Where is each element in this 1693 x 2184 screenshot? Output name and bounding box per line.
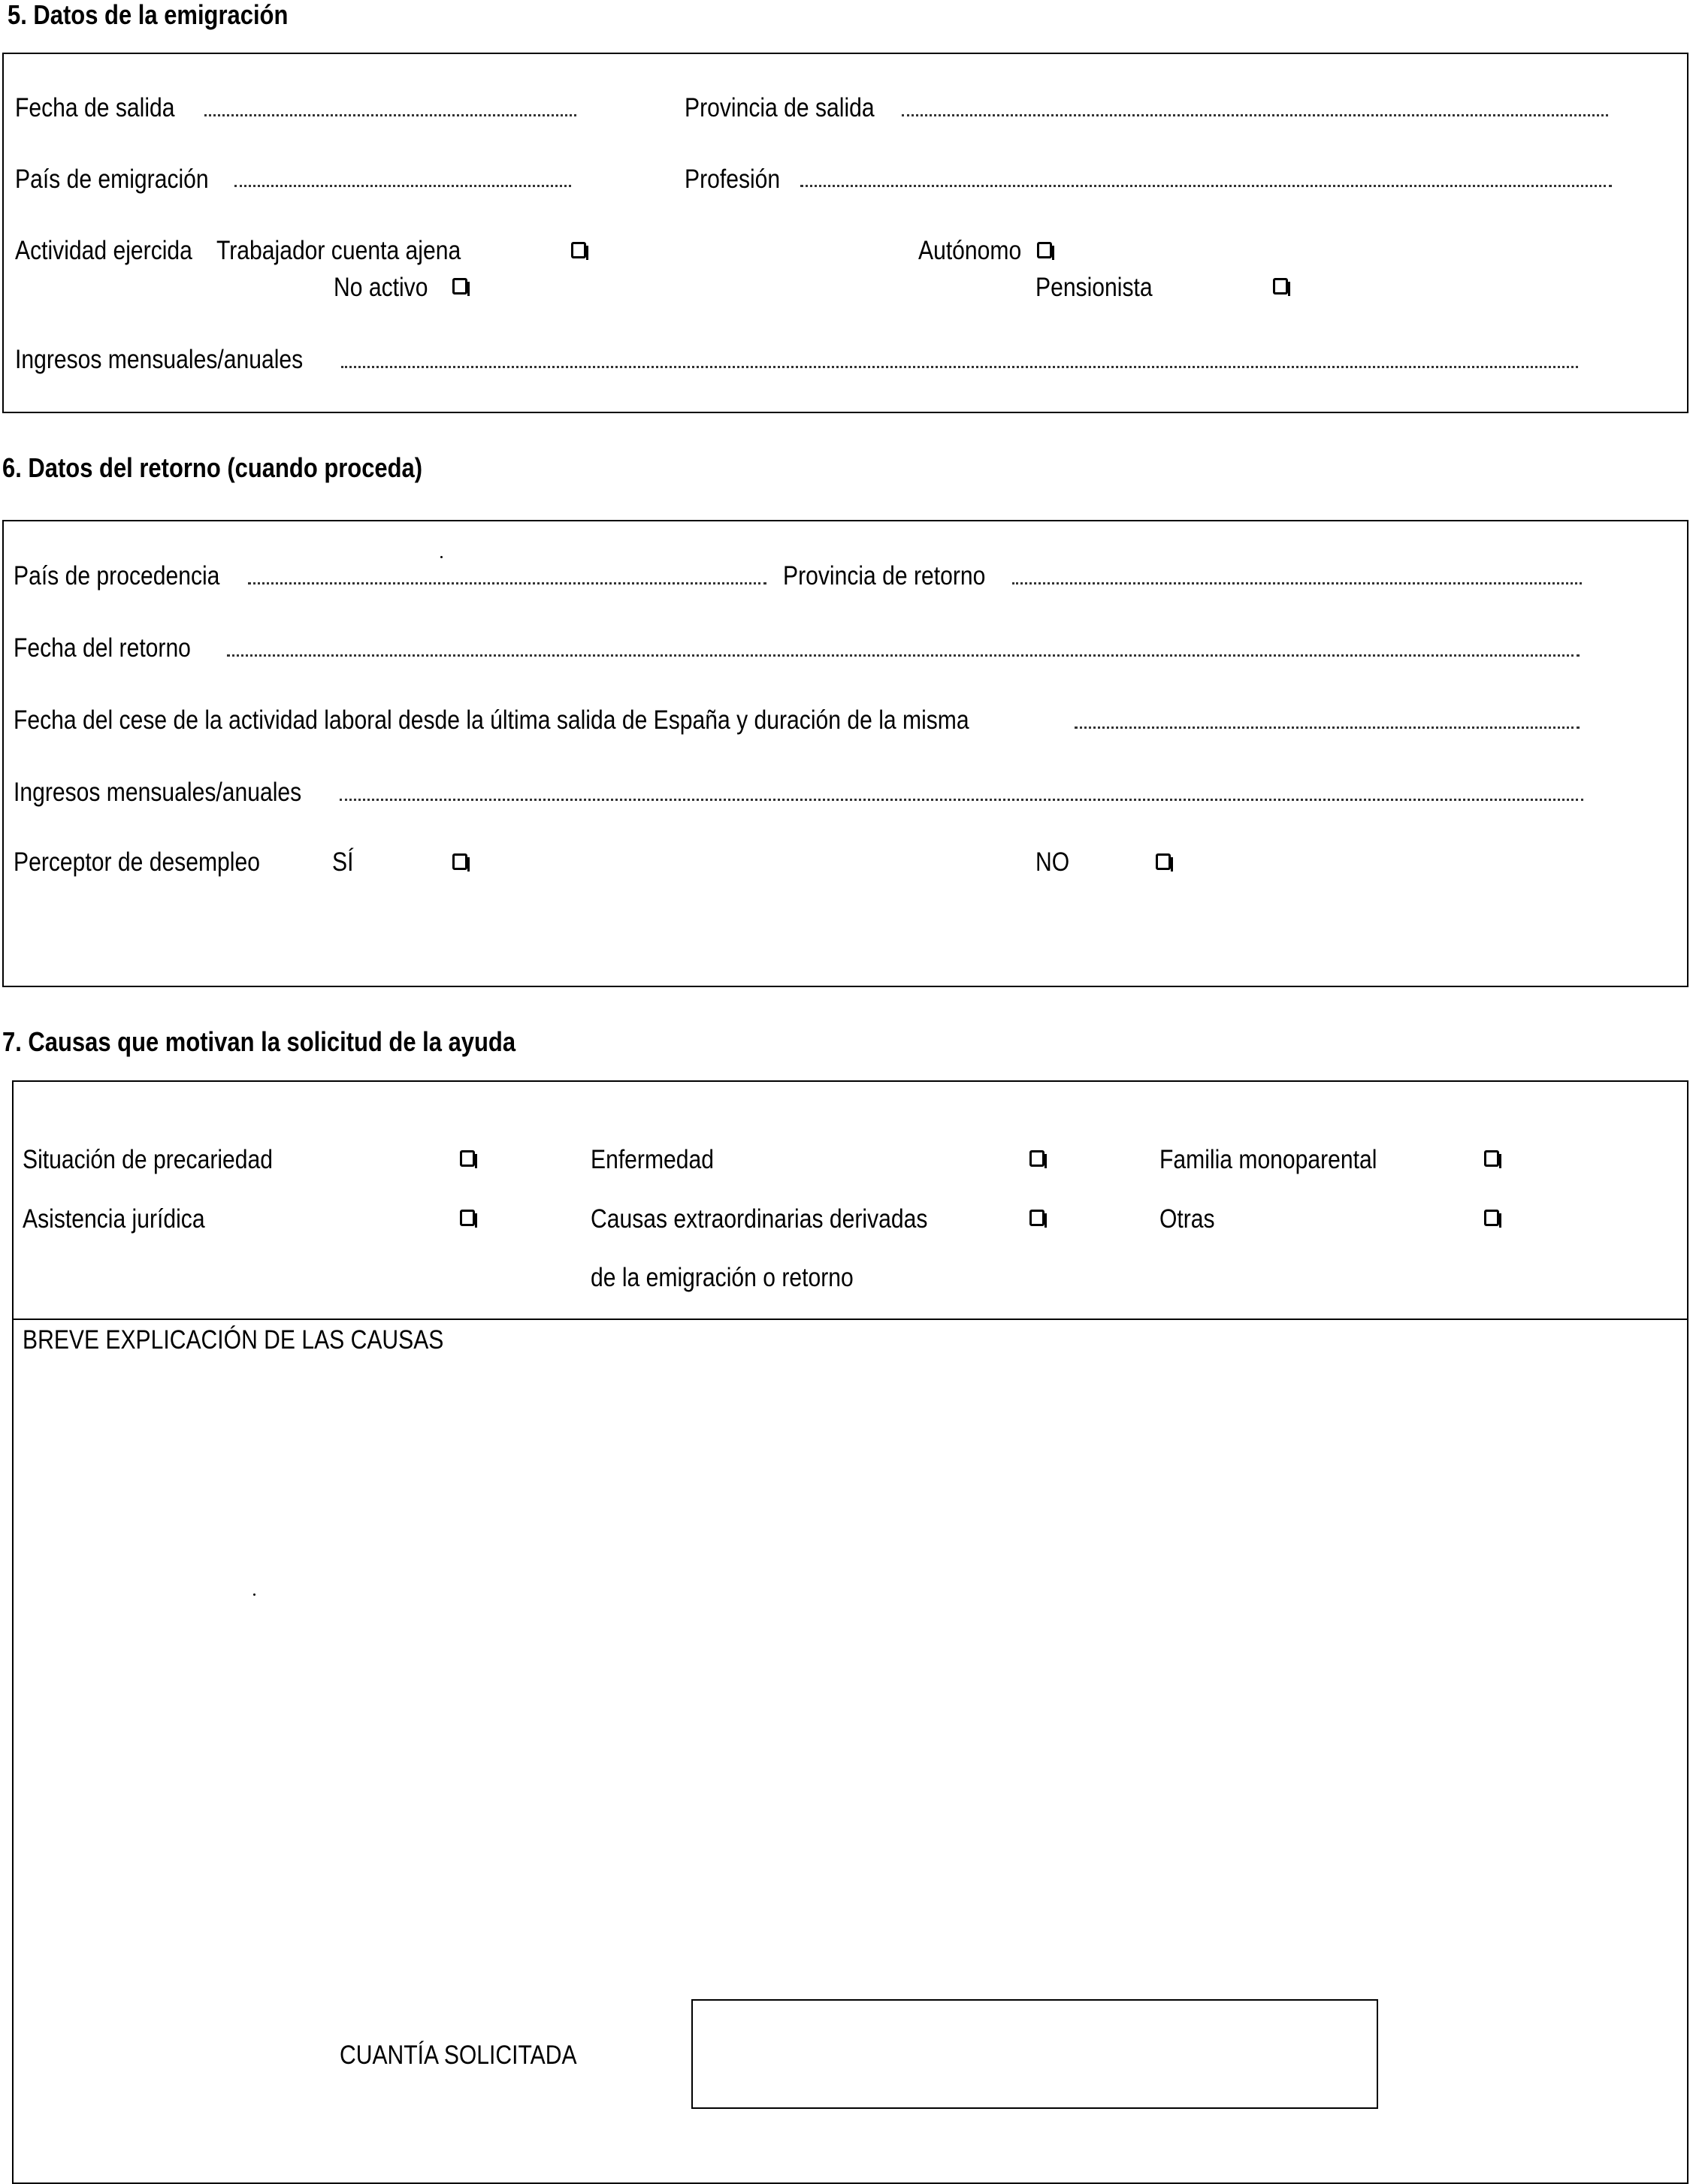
no-activo-checkbox[interactable]	[452, 278, 467, 295]
autonomo-checkbox[interactable]	[1037, 242, 1052, 258]
no-activo-label: No activo	[334, 273, 428, 302]
extraordinarias-label-line2: de la emigración o retorno	[591, 1263, 854, 1292]
pais-procedencia-label: País de procedencia	[14, 561, 220, 591]
si-checkbox[interactable]	[452, 853, 467, 870]
ingresos-emigracion-label: Ingresos mensuales/anuales	[15, 345, 304, 374]
fecha-retorno-field[interactable]	[227, 654, 1580, 657]
actividad-ejercida-label: Actividad ejercida	[15, 236, 192, 265]
precariedad-checkbox[interactable]	[460, 1150, 475, 1167]
autonomo-label: Autónomo	[918, 236, 1022, 265]
profesion-label: Profesión	[685, 165, 781, 194]
section-7-title: 7. Causas que motivan la solicitud de la ayuda	[2, 1026, 516, 1057]
cuantia-solicitada-label: CUANTÍA SOLICITADA	[340, 2041, 577, 2070]
precariedad-label: Situación de precariedad	[23, 1145, 274, 1174]
cuantia-solicitada-field[interactable]	[691, 1999, 1378, 2109]
section-6-title: 6. Datos del retorno (cuando proceda)	[2, 452, 423, 483]
otras-label: Otras	[1159, 1204, 1215, 1234]
trabajador-cuenta-ajena-checkbox[interactable]	[571, 242, 586, 258]
scan-speck	[253, 1593, 255, 1596]
no-checkbox[interactable]	[1156, 853, 1171, 870]
monoparental-label: Familia monoparental	[1159, 1145, 1377, 1174]
extraordinarias-checkbox[interactable]	[1029, 1210, 1045, 1226]
trabajador-cuenta-ajena-label: Trabajador cuenta ajena	[216, 236, 461, 265]
fecha-salida-label: Fecha de salida	[15, 93, 175, 122]
otras-checkbox[interactable]	[1484, 1210, 1499, 1226]
ingresos-retorno-label: Ingresos mensuales/anuales	[14, 778, 302, 807]
asistencia-label: Asistencia jurídica	[23, 1204, 205, 1234]
pais-emigracion-field[interactable]	[234, 185, 571, 187]
pensionista-label: Pensionista	[1035, 273, 1153, 302]
fecha-cese-label: Fecha del cese de la actividad laboral desde la última salida de España y duración de la misma	[14, 705, 969, 735]
perceptor-desempleo-label: Perceptor de desempleo	[14, 847, 260, 877]
fecha-cese-field[interactable]	[1075, 726, 1580, 729]
provincia-retorno-field[interactable]	[1012, 582, 1582, 585]
breve-explicacion-label: BREVE EXPLICACIÓN DE LAS CAUSAS	[23, 1325, 444, 1355]
pais-procedencia-field[interactable]	[248, 582, 766, 585]
monoparental-checkbox[interactable]	[1484, 1150, 1499, 1167]
provincia-salida-field[interactable]	[902, 114, 1608, 116]
pensionista-checkbox[interactable]	[1273, 278, 1288, 295]
enfermedad-label: Enfermedad	[591, 1145, 714, 1174]
section-7-divider	[12, 1319, 1688, 1320]
enfermedad-checkbox[interactable]	[1029, 1150, 1045, 1167]
no-label: NO	[1035, 847, 1070, 877]
asistencia-checkbox[interactable]	[460, 1210, 475, 1226]
scan-speck	[440, 556, 443, 558]
ingresos-emigracion-field[interactable]	[341, 366, 1578, 368]
si-label: SÍ	[332, 847, 354, 877]
pais-emigracion-label: País de emigración	[15, 165, 209, 194]
profesion-field[interactable]	[800, 185, 1612, 187]
section-5-title: 5. Datos de la emigración	[8, 0, 289, 30]
provincia-salida-label: Provincia de salida	[685, 93, 875, 122]
ingresos-retorno-field[interactable]	[340, 799, 1583, 801]
fecha-retorno-label: Fecha del retorno	[14, 633, 191, 663]
fecha-salida-field[interactable]	[204, 114, 576, 116]
breve-explicacion-area[interactable]	[23, 1360, 1676, 1976]
extraordinarias-label: Causas extraordinarias derivadas	[591, 1204, 928, 1234]
provincia-retorno-label: Provincia de retorno	[783, 561, 986, 591]
